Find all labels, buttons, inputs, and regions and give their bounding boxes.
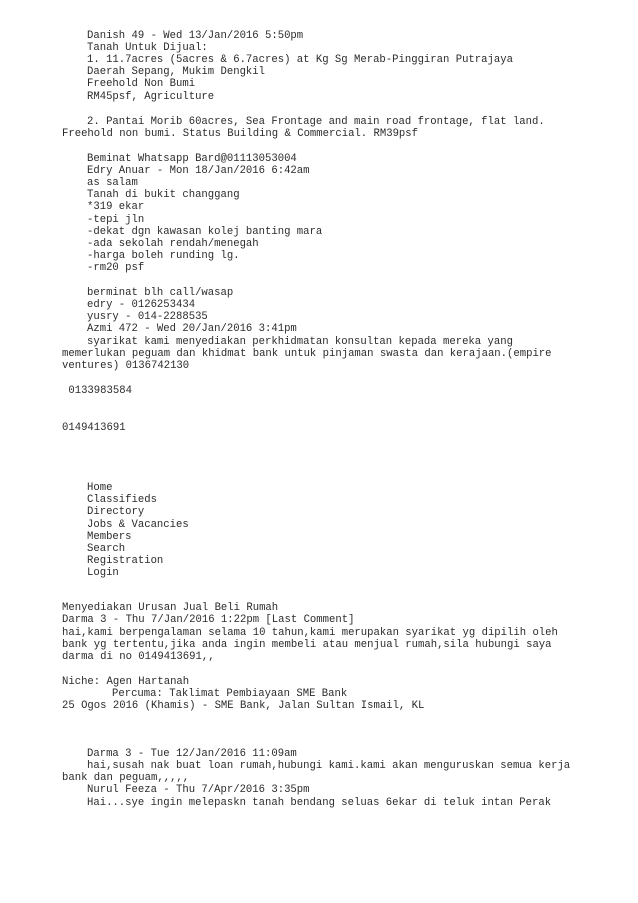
nav-login[interactable]: Login — [87, 567, 119, 579]
event-title[interactable]: Percuma: Taklimat Pembiayaan SME Bank — [112, 688, 348, 700]
post-body: hai,susah nak buat loan rumah,hubungi kami.kami akan menguruskan semua kerja — [87, 760, 571, 772]
listing-line: -ada sekolah rendah/menegah — [87, 238, 259, 250]
listing-line: -dekat dgn kawasan kolej banting mara — [87, 226, 323, 238]
listing-line: Tanah di bukit changgang — [87, 189, 240, 201]
phone-number: 0149413691 — [62, 422, 126, 434]
listing-line: Freehold non bumi. Status Building & Commercial. RM39psf — [62, 128, 419, 140]
listing-line: 2. Pantai Morib 60acres, Sea Frontage and main road frontage, flat land. — [87, 116, 545, 128]
nav-classifieds[interactable]: Classifieds — [87, 494, 157, 506]
post-meta: Nurul Feeza - Thu 7/Apr/2016 3:35pm — [87, 784, 310, 796]
listing-line: ventures) 0136742130 — [62, 360, 190, 372]
listing-header: Azmi 472 - Wed 20/Jan/2016 3:41pm — [87, 323, 297, 335]
niche-label: Niche: Agen Hartanah — [62, 676, 190, 688]
event-detail: 25 Ogos 2016 (Khamis) - SME Bank, Jalan Sultan Ismail, KL — [62, 700, 425, 712]
post-body: Hai...sye ingin melepaskn tanah bendang seluas 6ekar di teluk intan Perak — [87, 797, 552, 809]
post-meta: Darma 3 - Tue 12/Jan/2016 11:09am — [87, 748, 297, 760]
listing-line: 1. 11.7acres (5acres & 6.7acres) at Kg Sg Merab-Pinggiran Putrajaya — [87, 54, 513, 66]
listing-line: -tepi jln — [87, 214, 145, 226]
listing-header: Edry Anuar - Mon 18/Jan/2016 6:42am — [87, 165, 310, 177]
nav-members[interactable]: Members — [87, 531, 132, 543]
nav-registration[interactable]: Registration — [87, 555, 164, 567]
post-meta: Darma 3 - Thu 7/Jan/2016 1:22pm [Last Comment] — [62, 614, 355, 626]
post-body: bank dan peguam,,,,, — [62, 772, 190, 784]
listing-line: Daerah Sepang, Mukim Dengkil — [87, 66, 266, 78]
listing-line: -rm20 psf — [87, 262, 145, 274]
listing-line: RM45psf, Agriculture — [87, 91, 215, 103]
nav-directory[interactable]: Directory — [87, 506, 145, 518]
listing-line: Tanah Untuk Dijual: — [87, 42, 208, 54]
listing-line: yusry - 014-2288535 — [87, 311, 208, 323]
listing-line: syarikat kami menyediakan perkhidmatan konsultan kepada mereka yang — [87, 336, 513, 348]
nav-jobs[interactable]: Jobs & Vacancies — [87, 519, 189, 531]
listing-line: memerlukan peguam dan khidmat bank untuk pinjaman swasta dan kerajaan.(empire — [62, 348, 552, 360]
listing-header: Danish 49 - Wed 13/Jan/2016 5:50pm — [87, 30, 304, 42]
listing-line: Freehold Non Bumi — [87, 78, 196, 90]
listing-line: *319 ekar — [87, 201, 145, 213]
post-body: hai,kami berpengalaman selama 10 tahun,kami merupakan syarikat yg dipilih oleh — [62, 627, 558, 639]
listing-line: -harga boleh runding lg. — [87, 250, 240, 262]
phone-number: 0133983584 — [62, 385, 132, 397]
post-body: bank yg tertentu,jika anda ingin membeli atau menjual rumah,sila hubungi saya — [62, 639, 552, 651]
listing-line: Beminat Whatsapp Bard@01113053004 — [87, 153, 297, 165]
nav-home[interactable]: Home — [87, 482, 113, 494]
listing-line: edry - 0126253434 — [87, 299, 196, 311]
post-body: darma di no 0149413691,, — [62, 651, 215, 663]
listing-line: berminat blh call/wasap — [87, 287, 234, 299]
listing-line: as salam — [87, 177, 138, 189]
post-title[interactable]: Menyediakan Urusan Jual Beli Rumah — [62, 602, 279, 614]
nav-search[interactable]: Search — [87, 543, 126, 555]
